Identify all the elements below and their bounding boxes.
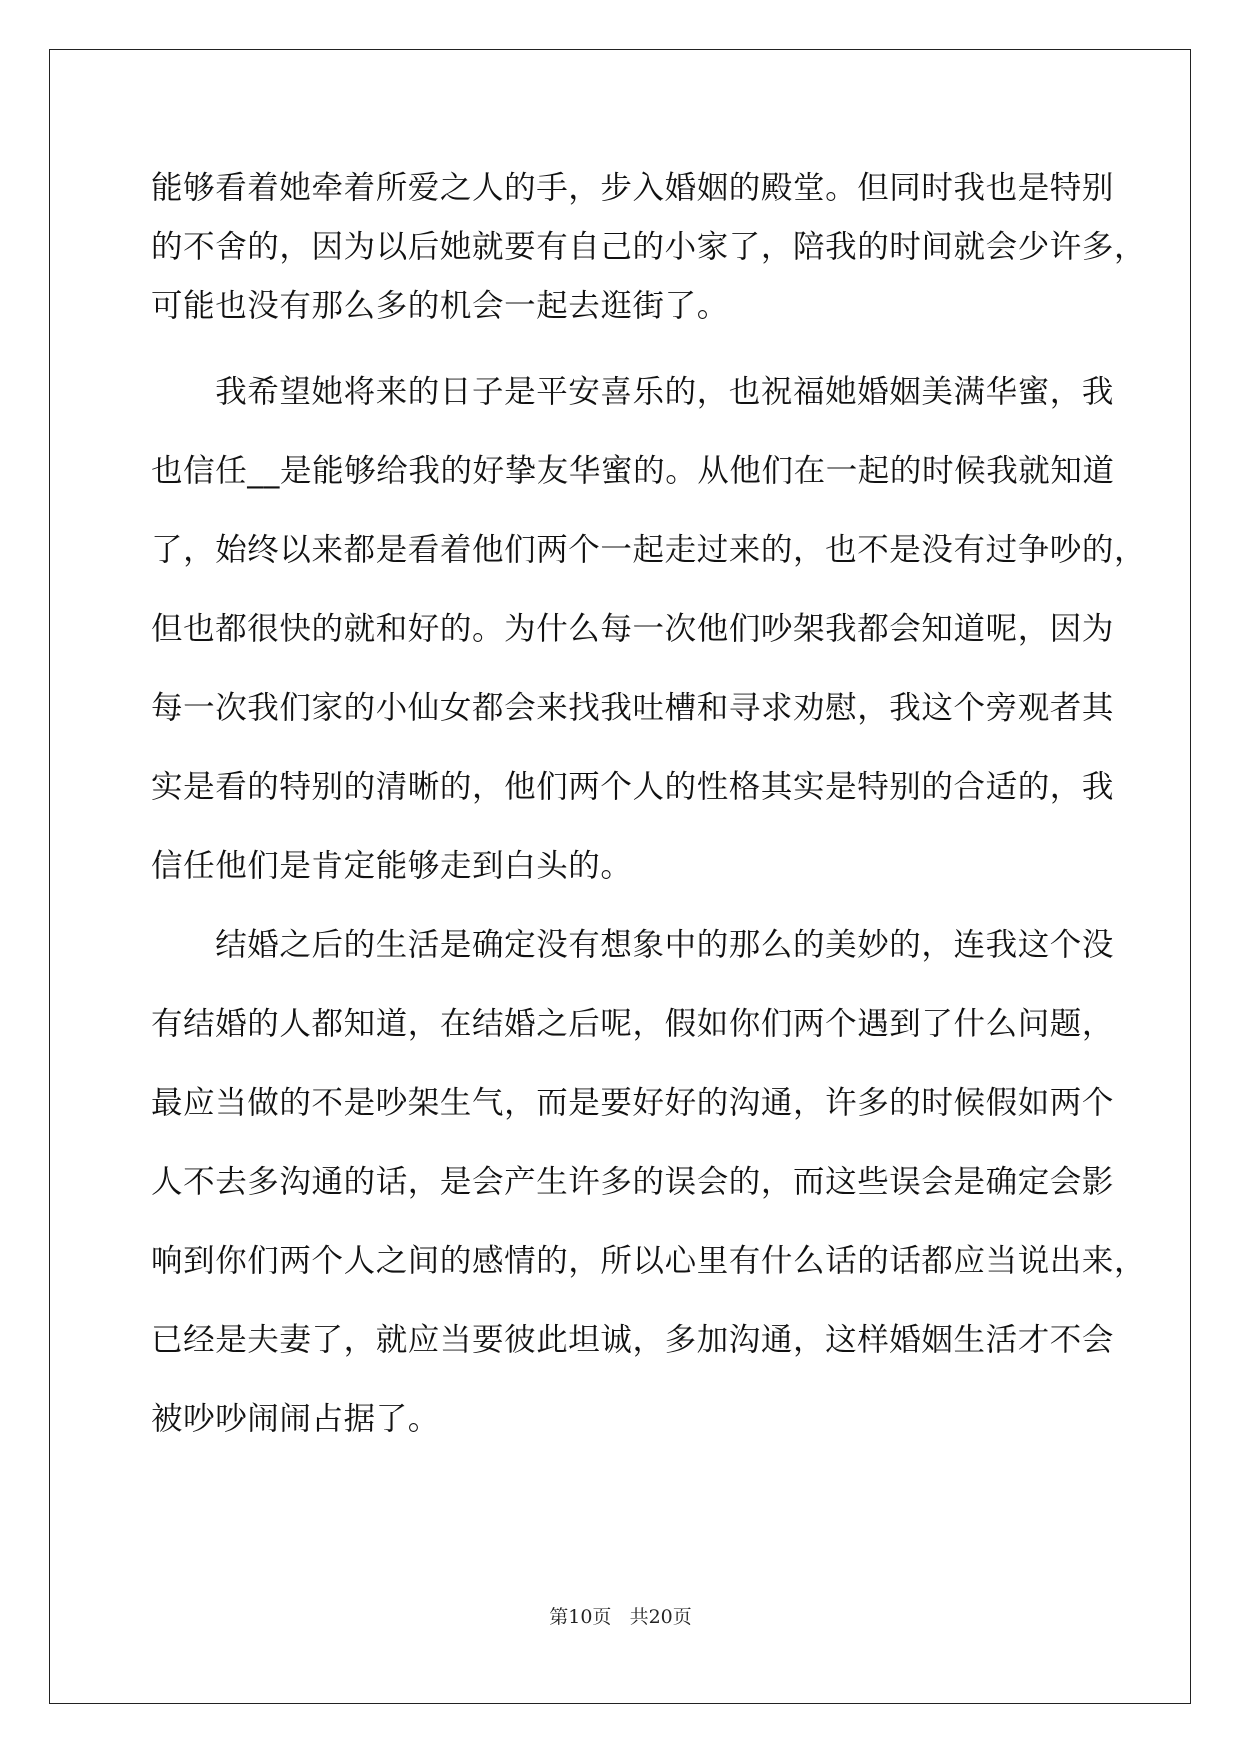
text-line: 最应当做的不是吵架生气，而是要好好的沟通，许多的时候假如两个 xyxy=(151,1085,1115,1121)
text-line: 可能也没有那么多的机会一起去逛街了。 xyxy=(151,288,729,324)
text-line: 我希望她将来的日子是平安喜乐的，也祝福她婚姻美满华蜜，我 xyxy=(151,374,1115,410)
text-line: 了，始终以来都是看着他们两个一起走过来的，也不是没有过争吵的， xyxy=(151,532,1147,568)
text-line: 也信任__是能够给我的好挚友华蜜的。从他们在一起的时候我就知道 xyxy=(151,453,1115,489)
text-line: 实是看的特别的清晰的，他们两个人的性格其实是特别的合适的，我 xyxy=(151,769,1115,805)
text-line: 响到你们两个人之间的感情的，所以心里有什么话的话都应当说出来， xyxy=(151,1243,1147,1279)
text-line: 被吵吵闹闹占据了。 xyxy=(151,1401,440,1437)
text-line: 结婚之后的生活是确定没有想象中的那么的美妙的，连我这个没 xyxy=(151,927,1115,963)
page-number: 第10页 xyxy=(549,1606,612,1628)
text-line: 但也都很快的就和好的。为什么每一次他们吵架我都会知道呢，因为 xyxy=(151,611,1115,647)
text-line: 能够看着她牵着所爱之人的手，步入婚姻的殿堂。但同时我也是特别 xyxy=(151,170,1115,206)
text-line: 的不舍的，因为以后她就要有自己的小家了，陪我的时间就会少许多， xyxy=(151,229,1147,265)
text-line: 信任他们是肯定能够走到白头的。 xyxy=(151,848,633,884)
text-line: 已经是夫妻了，就应当要彼此坦诚，多加沟通，这样婚姻生活才不会 xyxy=(151,1322,1115,1358)
text-line: 每一次我们家的小仙女都会来找我吐槽和寻求劝慰，我这个旁观者其 xyxy=(151,690,1115,726)
page-footer xyxy=(0,1605,1241,1629)
text-line: 人不去多沟通的话，是会产生许多的误会的，而这些误会是确定会影 xyxy=(151,1164,1115,1200)
page-total: 共20页 xyxy=(629,1606,692,1628)
text-line: 有结婚的人都知道，在结婚之后呢，假如你们两个遇到了什么问题， xyxy=(151,1006,1115,1042)
